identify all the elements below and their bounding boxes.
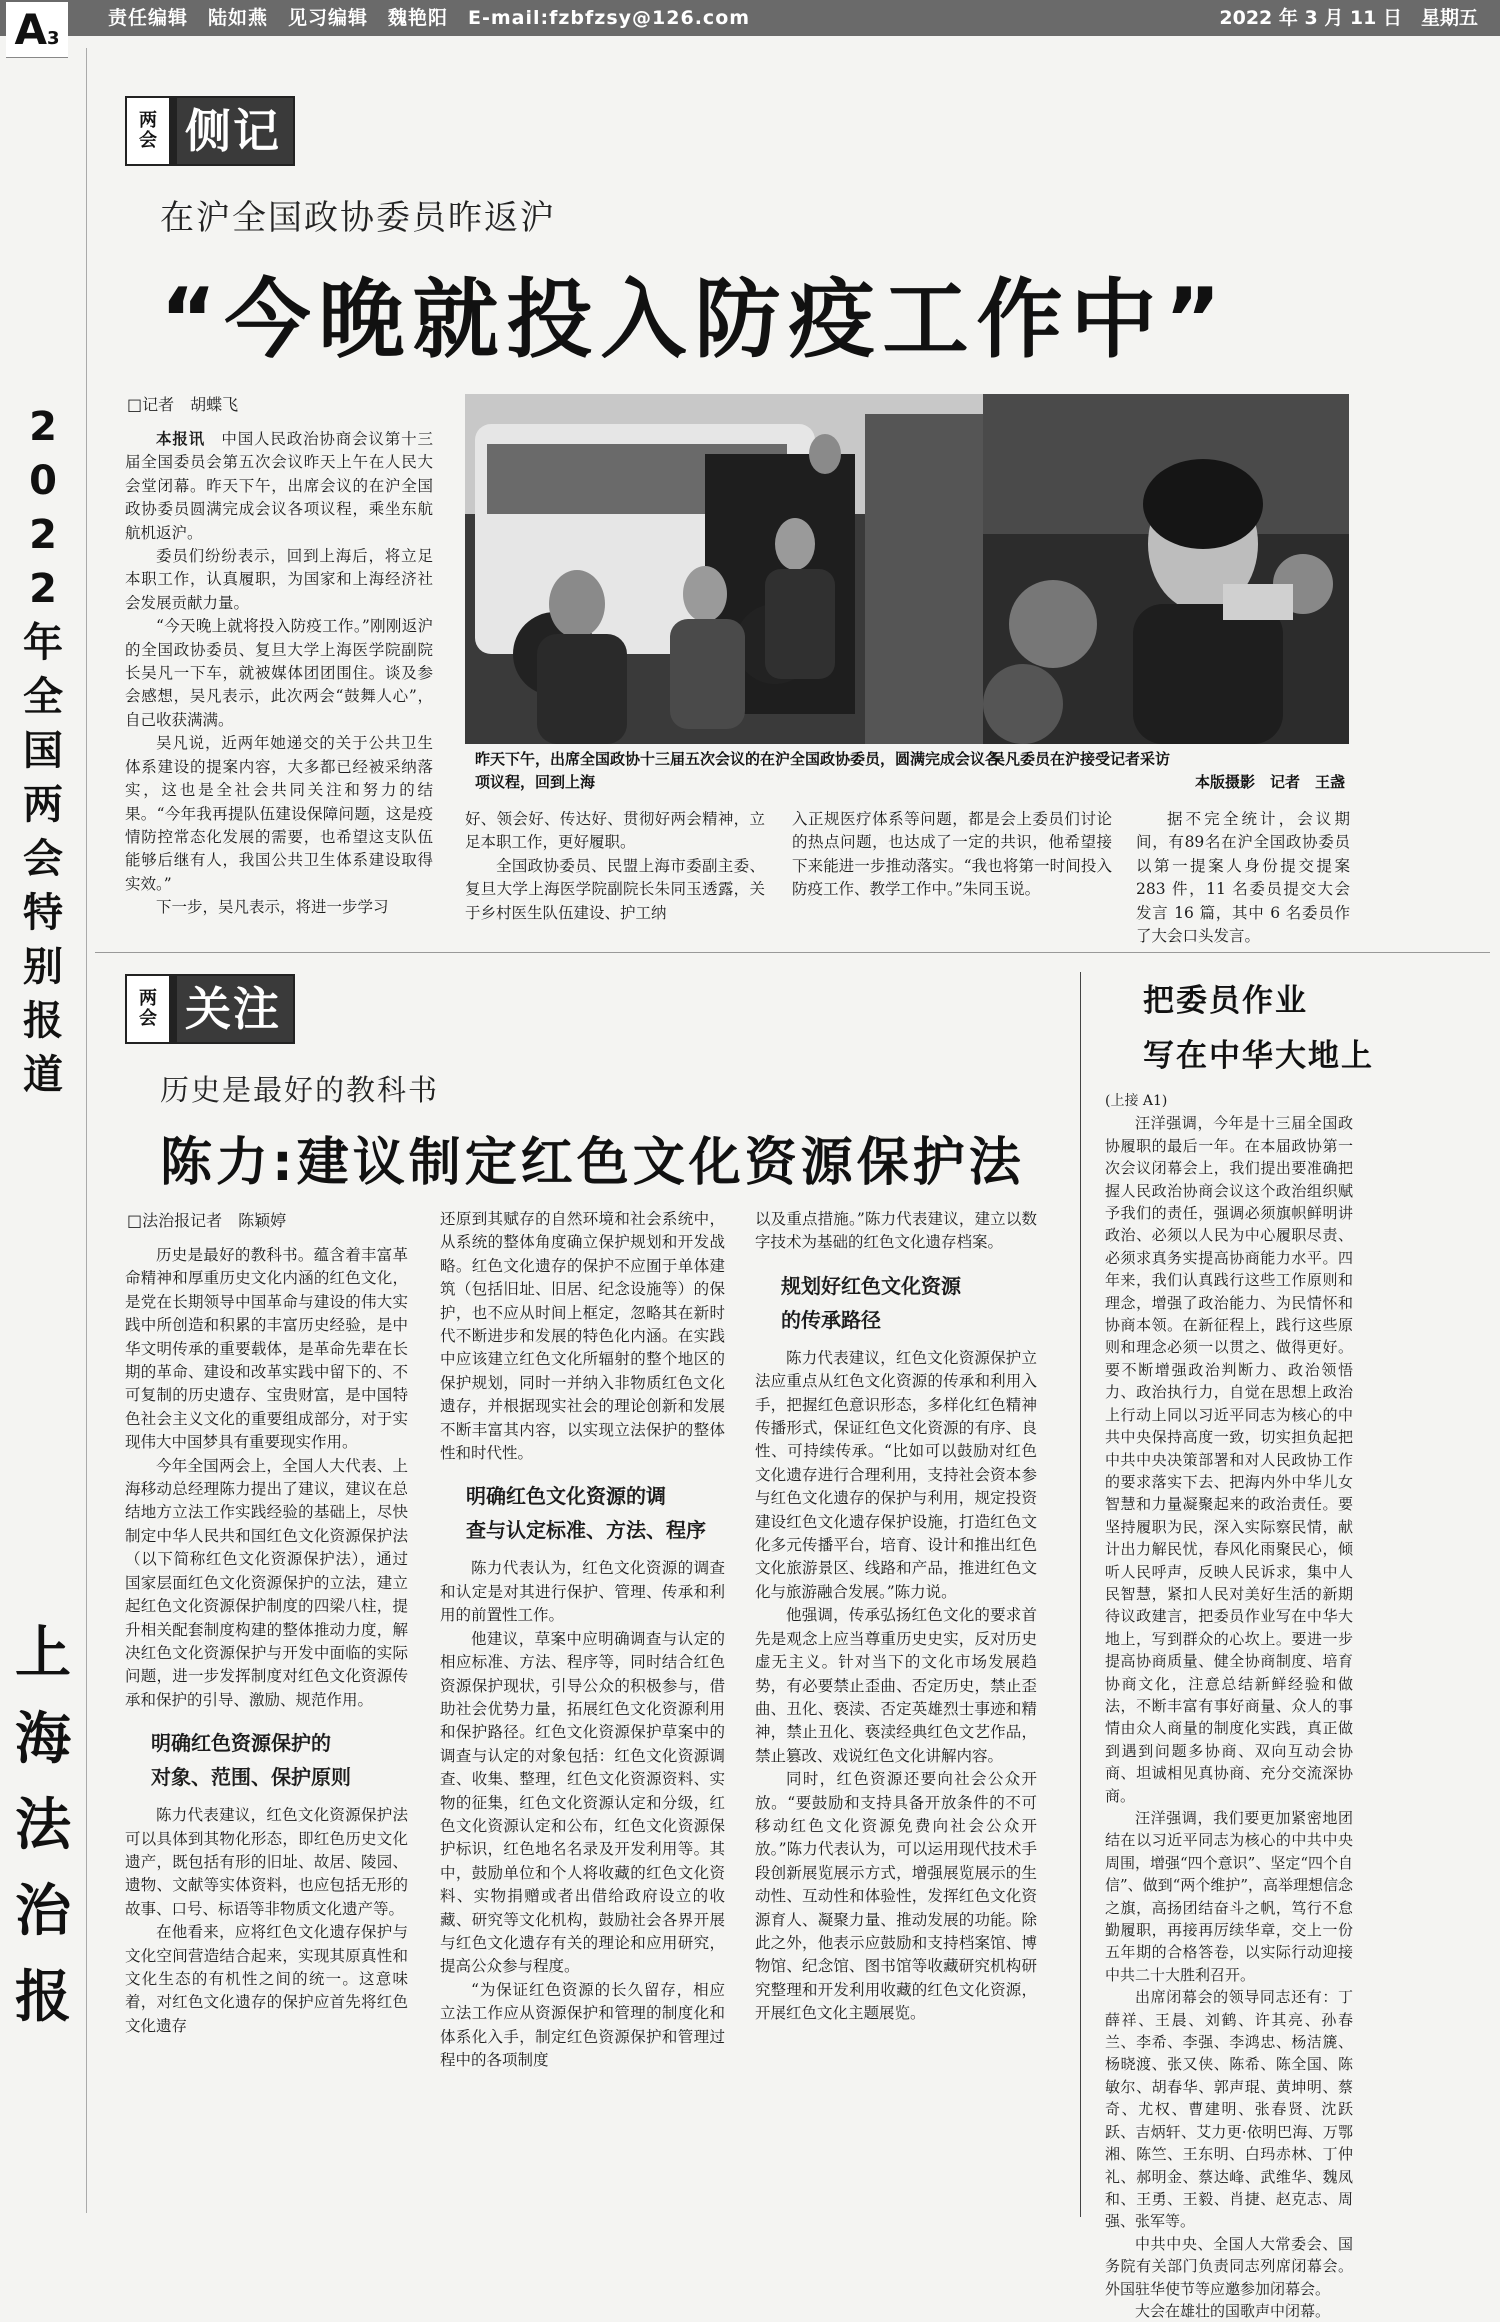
article2-subhead: 规划好红色文化资源 的传承路径 [781,1273,961,1332]
article2-paragraph: 他建议，草案中应明确调查与认定的相应标准、方法、程序等，同时结合红色资源保护现状，引导公众的积极参与，借助社会优势力量，拓展红色文化资源利用和保护路径。红色文化资源保护草案中的调查与认定的对象包括：红色文化资源调查、收集、整理，红色文化资源资料、实物的征集，红色文化资源认定和分级，红色文化资源认定和公布，红色文化资源保护标识，红色地名名录及开发利用等。其中，鼓励单位和个人将收藏的红色文化资料、实物捐赠或者出借给政府设立的收藏、研究等文化机构，鼓励社会各界开展与红色文化遗存有关的理论和应用研究，提高公众参与程度。 [440,1629,725,1976]
photo-caption-1: 昨天下午，出席全国政协十三届五次会议的在沪全国政协委员，圆满完成会议各项议程，回到上海 [475,750,1001,791]
article2-paragraph: 同时，红色资源还要向社会公众开放。“要鼓励和支持具备开放条件的不可移动红色文化资源免费向社会公众开放。”陈力代表认为，可以运用现代技术手段创新展览展示方式，增强展览展示的生动性、互动性和体验性，发挥红色文化资源育人、凝聚力量、推动发展的功能。除此之外，他表示应鼓励和支持档案馆、博物馆、纪念馆、图书馆等收藏研究机构研究整理和开发利用收藏的红色文化资源，开展红色文化主题展览。 [755,1770,1037,2023]
article2-column-1 [125,1244,408,2038]
banner-char: 会 [23,836,63,882]
banner-char: 别 [23,944,63,990]
paper-name-char: 上 [15,1620,71,1686]
article2-paragraph: “为保证红色资源的长久留存，相应立法工作应从资源保护和管理的制度化和体系化入手，制定红色资源保护和管理过程中的各项制度 [440,1980,725,2069]
article1-paragraph: 据不完全统计，会议期间，有89名在沪全国政协委员以第一提案人身份提交提案 283 件，11 名委员提交大会发言 16 篇，其中 6 名委员作了大会口头发言。 [1136,810,1350,946]
section-tag-focus [125,974,295,1044]
article2-paragraph: 陈力代表建议，红色文化资源保护法可以具体到其物化形态，即红色历史文化遗产，既包括有形的旧址、故居、陵园、遗物、文献等实体资料，也应包括无形的故事、口号、标语等非物质文化遗产等。 [125,1806,408,1918]
article1-column-4 [1136,808,1350,948]
section-tag-sideline [125,96,295,166]
article1-column-1 [125,428,433,920]
header-date: 2022 年 3 月 11 日 星期五 [1219,7,1478,29]
column-divider [1080,972,1081,2217]
banner-char: 全 [23,674,63,720]
section-tag-label: 关注 [177,976,293,1042]
article2-subhead: 明确红色资源保护的 对象、范围、保护原则 [151,1731,351,1790]
article1-column-2 [465,808,765,925]
paper-name-char: 报 [15,1964,71,2030]
banner-char: 年 [23,620,63,666]
photo-bus-image [465,394,1009,744]
article2-paragraph: 今年全国两会上，全国人大代表、上海移动总经理陈力提出了建议，建议在总结地方立法工作实践经验的基础上，尽快制定中华人民共和国红色文化资源保护法（以下简称红色文化资源保护法），通过国家层面红色文化资源保护的立法，建立起红色文化资源保护制度的四梁八柱，提升相关配套制度构建的整体推动力度，解决红色文化资源保护与开发中面临的实际问题，进一步发挥制度对红色文化资源传承和保护的引导、激励、规范作用。 [125,1456,408,1709]
paper-name-char: 法 [15,1792,71,1858]
article2-headline: 陈力:建议制定红色文化资源保护法 [160,1133,1025,1193]
banner-char: 报 [23,998,63,1044]
banner-char: 2 [29,566,57,612]
page-header [0,0,1500,36]
banner-char: 国 [23,728,63,774]
header-editors: 责任编辑 陆如燕 见习编辑 魏艳阳 E-mail:fzbfzsy@126.com [108,7,751,29]
banner-char: 特 [23,890,63,936]
banner-char: 2 [29,512,57,558]
banner-char: 两 [23,782,63,828]
photo-interview-image [983,394,1349,744]
sidebar-paragraph: 大会在雄壮的国歌声中闭幕。 [1135,2301,1331,2320]
photo-credit: 本版摄影 记者 王盏 [1194,773,1345,791]
article2-paragraph: 还原到其赋存的自然环境和社会系统中，从系统的整体角度确立保护规划和开发战略。红色文化遗存的保护不应囿于单体建筑（包括旧址、旧居、纪念设施等）的保护，也不应从时间上框定，忽略其在新时代不断进步和发展的特色化内涵。在实践中应该建立红色文化所辐射的整个地区的保护规划，同时一并纳入非物质红色文化遗存，并根据现实社会的理论创新和发展不断丰富其内容，以实现立法保护的整体性和时代性。 [440,1210,725,1463]
photo-caption-2: 吴凡委员在沪接受记者采访 [990,750,1171,768]
sidebar-column [1105,1090,1353,2322]
article2-paragraph: 在他看来，应将红色文化遗存保护与文化空间营造结合起来，实现其原真性和文化生态的有机性之间的统一。这意味着，对红色文化遗存的保护应首先将红色文化遗存 [125,1923,408,2035]
article1-paragraph: 好、领会好、传达好、贯彻好两会精神，立足本职工作，更好履职。 [465,810,765,852]
paper-name-char: 治 [15,1878,71,1944]
article2-column-2 [440,1208,725,2072]
section-tag-label: 侧记 [177,98,293,164]
page-letter: A [14,5,47,54]
article2-paragraph: 陈力代表认为，红色文化资源的调查和认定是对其进行保护、管理、传承和利用的前置性工作。 [440,1559,725,1625]
article1-paragraph: 委员们纷纷表示，回到上海后，将立足本职工作，认真履职，为国家和上海经济社会发展贡献力量。 [125,547,433,612]
article1-column-3 [792,808,1112,902]
sidebar-paragraph: 出席闭幕会的领导同志还有：丁薛祥、王晨、刘鹤、许其亮、孙春兰、李希、李强、李鸿忠、杨洁篪、杨晓渡、张又侠、陈希、陈全国、陈敏尔、胡春华、郭声琨、黄坤明、蔡奇、尤权、曹建明、张春贤、沈跃跃、吉炳轩、艾力更·依明巴海、万鄂湘、陈竺、王东明、白玛赤林、丁仲礼、郝明金、蔡达峰、武维华、魏凤和、王勇、王毅、肖捷、赵克志、周强、张军等。 [1105,1988,1353,2231]
section-tag-small: 两 会 [127,98,169,164]
sidebar-paragraph: 汪洋强调，今年是十三届全国政协履职的最后一年。在本届政协第一次会议闭幕会上，我们提出要准确把握人民政治协商会议这个政治组织赋予我们的责任，强调必须旗帜鲜明讲政治、必须以人民为中心履职尽责、必须求真务实提高协商能力水平。四年来，我们认真践行这些工作原则和理念，增强了政治能力、为民情怀和协商本领。在新征程上，践行这些原则和理念必须一以贯之、做得更好。要不断增强政治判断力、政治领悟力、政治执行力，自觉在思想上政治上行动上同以习近平同志为核心的中共中央保持高度一致，切实担负起把中共中央决策部署和对人民政协工作的要求落实下去、把海内外中华儿女智慧和力量凝聚起来的政治责任。要坚持履职为民，深入实际察民情，献计出力解民忧，春风化雨聚民心，倾听人民呼声，反映人民诉求，集中人民智慧，紧扣人民对美好生活的新期待议政建言，把委员作业写在中华大地上，写到群众的心坎上。要进一步提高协商质量、健全协商制度、培育协商文化，注意总结新鲜经验和做法，不断丰富有事好商量、众人的事情由众人商量的制度化实践，真正做到遇到问题多协商、双向互动会协商、坦诚相见真协商、充分交流深协商。 [1105,1114,1353,1805]
article1-paragraph: 下一步，吴凡表示，将进一步学习 [156,898,389,917]
newspaper-name [12,1610,74,2040]
sidebar-paragraph: 中共中央、全国人大常委会、国务院有关部门负责同志列席闭幕会。外国驻华使节等应邀参加闭幕会。 [1105,2234,1353,2298]
article1-headline: “今晚就投入防疫工作中” [160,270,1230,370]
article1-paragraph: “今天晚上就将投入防疫工作。”刚刚返沪的全国政协委员、复旦大学上海医学院副院长吴凡一下车，就被媒体团团围住。谈及参会感想，吴凡表示，此次两会“鼓舞人心”，自己收获满满。 [125,617,433,729]
article1-kicker: 在沪全国政协委员昨返沪 [160,198,556,238]
section-tag-small: 两 会 [127,976,169,1042]
article1-byline: □记者 胡蝶飞 [127,395,239,414]
article2-paragraph: 他强调，传承弘扬红色文化的要求首先是观念上应当尊重历史史实，反对历史虚无主义。针对当下的文化市场发展趋势，有必要禁止歪曲、否定历史，禁止歪曲、丑化、亵渎、否定英雄烈士事迹和精神，禁止丑化、亵渎经典红色文艺作品，禁止篡改、戏说红色文化讲解内容。 [755,1606,1037,1765]
article2-paragraph: 历史是最好的教科书。蕴含着丰富革命精神和厚重历史文化内涵的红色文化，是党在长期领导中国革命与建设的伟大实践中所创造和积累的丰富历史经验，是中华文明传承的重要载体，是革命先辈在长期的革命、建设和改革实践中留下的、不可复制的历史遗存、宝贵财富，是中国特色社会主义文化的重要组成部分，对于实现伟大中国梦具有重要现实作用。 [125,1246,408,1452]
paper-name-char: 海 [15,1706,71,1772]
article1-paragraph: 入正规医疗体系等问题，都是会上委员们讨论的热点问题，也达成了一定的共识，他希望接下来能进一步推动落实。“我也将第一时间投入防疫工作、教学工作中。”朱同玉说。 [792,810,1112,899]
banner-divider [86,48,87,2213]
article2-paragraph: 陈力代表建议，红色文化资源保护立法应重点从红色文化资源的传承和利用入手，把握红色意识形态，多样化红色精神传播形式，保证红色文化资源的有序、良性、可持续传承。“比如可以鼓励对红色文化遗存进行合理利用，支持社会资本参与红色文化遗存的保护与利用，规定投资建设红色文化遗存保护设施，打造红色文化多元传播平台，培育、设计和推出红色文化旅游景区、线路和产品，推进红色文化与旅游融合发展。”陈力说。 [755,1348,1037,1601]
banner-char: 道 [23,1052,63,1098]
photo-delegates-returning [465,394,1009,744]
article1-paragraph: 本报讯 中国人民政治协商会议第十三届全国委员会第五次会议昨天上午在人民大会堂闭幕。昨天下午，出席会议的在沪全国政协委员圆满完成会议各项议程，乘坐东航航机返沪。 [125,430,433,542]
sidebar-title-line1: 把委员作业 [1143,983,1308,1019]
sidebar-continued: (上接 A1) [1105,1093,1168,1109]
section-divider [95,952,1490,953]
article1-paragraph: 吴凡说，近两年她递交的关于公共卫生体系建设的提案内容，大多都已经被采纳落实，这也是全社会共同关注和努力的结果。“今年我再提队伍建设保障问题，这是疫情防控常态化发展的需要，也希望这支队伍能够后继有人，我国公共卫生体系建设取得实效。” [125,734,433,893]
page-number-badge [6,2,68,58]
article2-column-3 [755,1208,1037,2026]
article2-subhead: 明确红色文化资源的调 查与认定标准、方法、程序 [466,1484,706,1543]
article2-kicker: 历史是最好的教科书 [160,1073,440,1107]
sidebar-title-line2: 写在中华大地上 [1143,1038,1374,1074]
article2-paragraph: 以及重点措施。”陈力代表建议，建立以数字技术为基础的红色文化遗存档案。 [755,1210,1037,1252]
photo-wu-fan-interview [983,394,1349,744]
special-report-banner [18,400,68,1102]
article1-paragraph: 全国政协委员、民盟上海市委副主委、复旦大学上海医学院副院长朱同玉透露，关于乡村医生队伍建设、护工纳 [465,856,765,922]
article2-byline: □法治报记者 陈颖婷 [127,1211,287,1230]
page-number: 3 [46,28,60,49]
sidebar-paragraph: 汪洋强调，我们要更加紧密地团结在以习近平同志为核心的中共中央周围，增强“四个意识”、坚定“四个自信”、做到“两个维护”，高举理想信念之旗，高扬团结奋斗之帆，笃行不怠勤履职，再接再厉续华章，交上一份五年期的合格答卷，以实际行动迎接中共二十大胜利召开。 [1105,1809,1354,1984]
banner-char: 2 [29,404,57,450]
banner-char: 0 [29,458,57,504]
